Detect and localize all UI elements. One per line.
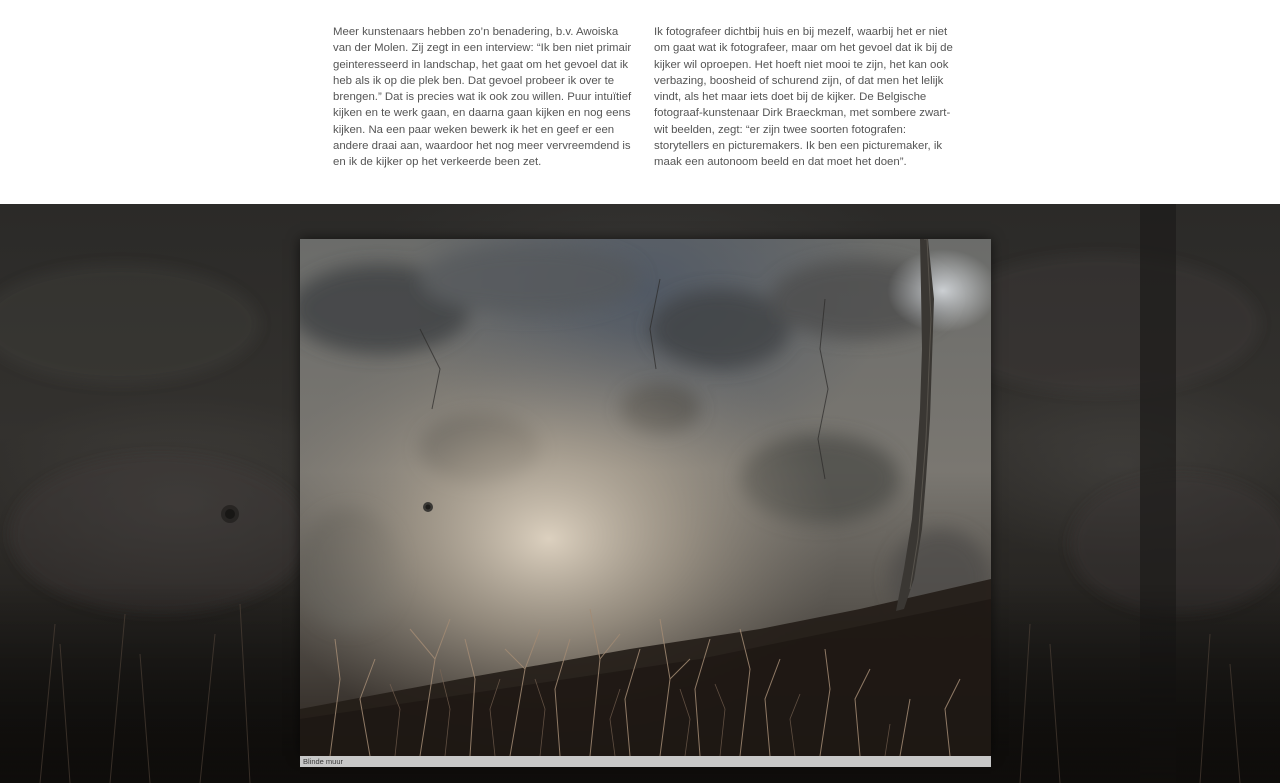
lightbox-photo[interactable] xyxy=(300,239,991,756)
article-column-right: Ik fotografeer dichtbij huis en bij mezelf, waarbij het er niet om gaat wat ik fotografeer, maar om het gevoel dat ik bij de kijker wil oproepen. Het hoeft niet mooi te zijn, het kan ook verbazing, boosheid of schurend zijn, of dat men het lelijk vindt, als het maar iets doet bij de kijker. De Belgische fotograaf-kunstenaar Dirk Braeckman, met sombere zwart-wit beelden, zegt: “er zijn twee soorten fotografen: storytellers en picturemakers. Ik ben een picturemaker, ik maak een autonoom beeld en dat moet het doen”. xyxy=(654,26,953,169)
photo-caption-bar xyxy=(300,756,991,767)
article-column-left: Meer kunstenaars hebben zo’n benadering, b.v. Awoiska van der Molen. Zij zegt in een interview: “Ik ben niet primair geinteresseerd in landschap, het gaat om het gevoel dat ik heb als ik op die plek ben. Dat gevoel probeer ik over te brengen.” Dat is precies wat ik ook zou willen. Puur intuïtief kijken en te werk gaan, en daarna gaan kijken en nog eens kijken. Na een paar weken bewerk ik het en geef er een andere draai aan, waardoor het nog meer vervreemdend is en ik de kijker op het verkeerde been zet. xyxy=(333,26,632,169)
photo-caption: Blinde muur xyxy=(303,757,344,766)
photo-gallery xyxy=(0,204,1280,783)
article-text-section xyxy=(0,0,1280,204)
wall-landscape-image xyxy=(300,239,991,756)
